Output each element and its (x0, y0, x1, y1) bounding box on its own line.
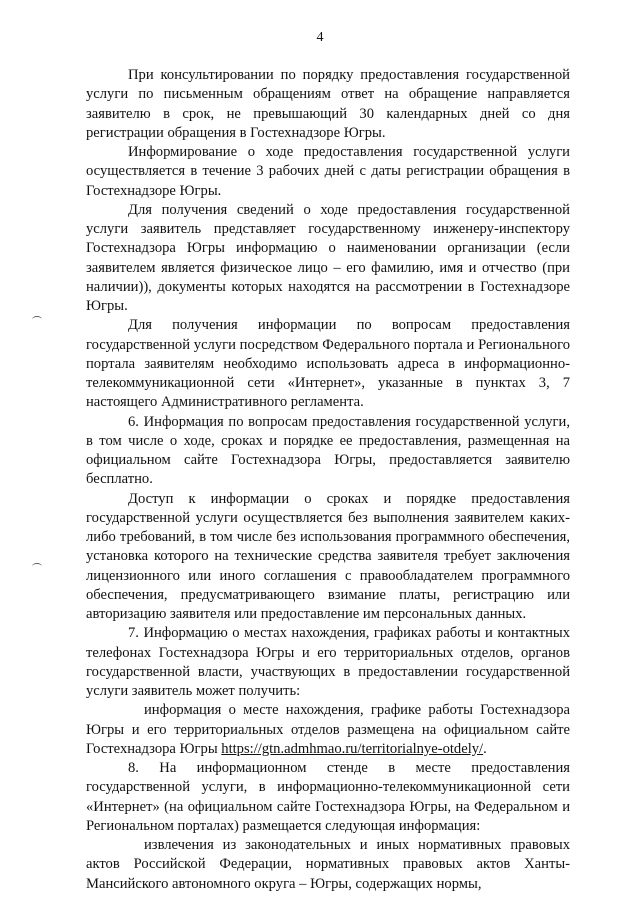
paragraph: 6. Информация по вопросам предоставления государственной услуги, в том числе о ходе, сроках и порядке ее предоставления, размещенная на официальном сайте Гостехнадзора Югры, предоставляется заявителю бесплатно. (86, 413, 570, 488)
paragraph: извлечения из законодательных и иных нормативных правовых актов Российской Федерации, нормативных правовых актов Ханты-Мансийского автономного округа – Югры, содержащих нормы, (86, 837, 570, 892)
paragraph: Информирование о ходе предоставления государственной услуги осуществляется в течение 3 рабочих дней с даты регистрации обращения в Гостехнадзоре Югры. (86, 144, 570, 199)
margin-mark (32, 563, 42, 570)
document-body (86, 66, 570, 894)
margin-mark (32, 316, 42, 323)
page-number: 4 (316, 30, 324, 45)
info-suffix: . (483, 740, 487, 757)
paragraph: Для получения информации по вопросам предоставления государственной услуги посредством Федерального портала и Регионального портала заявителям необходимо использовать адреса в информационно-телекоммуникационной сети «Интернет», указанные в пунктах 3, 7 настоящего Административного регламента. (86, 317, 570, 411)
territorial-departments-link[interactable]: https://gtn.admhmao.ru/territorialnye-otdely/ (221, 740, 484, 757)
info-paragraph (86, 701, 570, 759)
paragraph: Доступ к информации о сроках и порядке предоставления государственной услуги осуществляется без выполнения заявителем каких-либо требований, в том числе без использования программного обеспечения, установка которого на технические средства заявителя требует заключения лицензионного или иного соглашения с правообладателем программного обеспечения, предусматривающего взимание платы, регистрацию или авторизацию заявителя или предоставление им персональных данных. (86, 490, 570, 622)
paragraph: Для получения сведений о ходе предоставления государственной услуги заявитель представляет государственному инженеру-инспектору Гостехнадзора Югры информацию о наименовании организации (если заявителем является физическое лицо – его фамилию, имя и отчество (при наличии)), документы которых находятся на рассмотрении в Гостехнадзоре Югры. (86, 201, 570, 314)
paragraph: При консультировании по порядку предоставления государственной услуги по письменным обращениям ответ на обращение направляется заявителю в срок, не превышающий 30 календарных дней со дня регистрации обращения в Гостехнадзоре Югры. (86, 67, 570, 141)
paragraph: 8. На информационном стенде в месте предоставления государственной услуги, в информационно-телекоммуникационной сети «Интернет» (на официальном сайте Гостехнадзора Югры, на Федеральном и Региональном порталах) размещается следующая информация: (86, 760, 570, 834)
paragraph: 7. Информацию о местах нахождения, графиках работы и контактных телефонах Гостехнадзора Югры и его территориальных отделов, органов государственной власти, участвующих в предоставлении государственной услуги заявитель может получить: (86, 625, 570, 699)
info-text: информация о месте нахождения, графике работы Гостехнадзора Югры и его территориальных отделов размещена на официальном сайте Гостехнадзора Югры (86, 702, 570, 757)
